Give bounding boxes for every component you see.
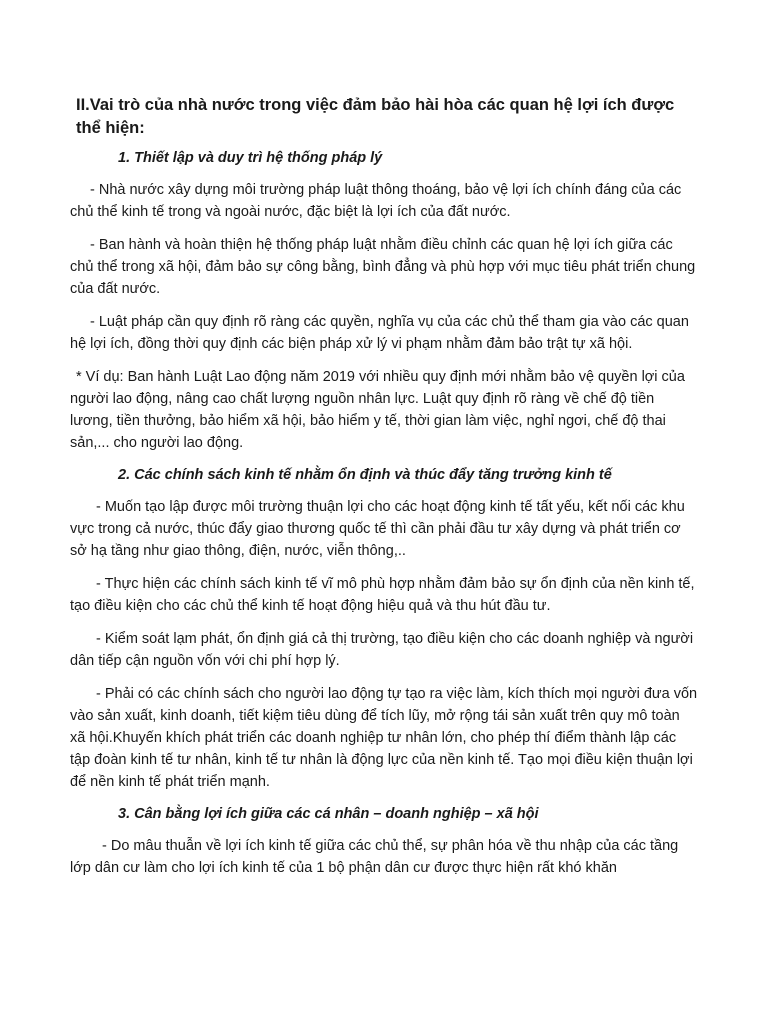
paragraph: - Phải có các chính sách cho người lao động tự tạo ra việc làm, kích thích mọi người đưa vốn vào sản xuất, kinh doanh, tiết kiệm tiêu dùng để tích lũy, mở rộng tái sản xuất trên quy mô toàn xã hội.Khuyến khích phát triển các doanh nghiệp tư nhân lớn, cho phép thí điểm thành lập các tập đoàn kinh tế tư nhân, kinh tế tư nhân là động lực của nền kinh tế. Tạo mọi điều kiện thuận lợi để nền kinh tế phát triển mạnh. [70,686,698,790]
paragraph: - Do mâu thuẫn về lợi ích kinh tế giữa các chủ thể, sự phân hóa về thu nhập của các tầng lớp dân cư làm cho lợi ích kinh tế của 1 bộ phận dân cư được thực hiện rất khó khăn [70,838,679,876]
section-title: II.Vai trò của nhà nước trong việc đảm bảo hài hòa các quan hệ lợi ích được thể hiện: [76,96,675,137]
paragraph: - Thực hiện các chính sách kinh tế vĩ mô phù hợp nhằm đảm bảo sự ổn định của nền kinh tế, tạo điều kiện cho các chủ thể kinh tế hoạt động hiệu quả và thu hút đầu tư. [70,576,695,614]
paragraph: - Kiểm soát lạm phát, ổn định giá cả thị trường, tạo điều kiện cho các doanh nghiệp và người dân tiếp cận nguồn vốn với chi phí hợp lý. [70,631,694,669]
heading-legal-system: 1. Thiết lập và duy trì hệ thống pháp lý [118,150,383,166]
heading-balance-interests: 3. Cân bằng lợi ích giữa các cá nhân – doanh nghiệp – xã hội [118,806,539,822]
paragraph: - Luật pháp cần quy định rõ ràng các quyền, nghĩa vụ của các chủ thể tham gia vào các quan hệ lợi ích, đồng thời quy định các biện pháp xử lý vi phạm nhằm đảm bảo trật tự xã hội. [70,314,689,352]
paragraph: - Nhà nước xây dựng môi trường pháp luật thông thoáng, bảo vệ lợi ích chính đáng của các chủ thể kinh tế trong và ngoài nước, đặc biệt là lợi ích của đất nước. [70,182,682,220]
heading-economic-policy: 2. Các chính sách kinh tế nhằm ổn định và thúc đẩy tăng trưởng kinh tế [118,467,612,483]
paragraph: - Ban hành và hoàn thiện hệ thống pháp luật nhằm điều chỉnh các quan hệ lợi ích giữa các chủ thể trong xã hội, đảm bảo sự công bằng, bình đẳng và phù hợp với mục tiêu phát triển chung của đất nước. [70,237,696,297]
paragraph: - Muốn tạo lập được môi trường thuận lợi cho các hoạt động kinh tế tất yếu, kết nối các khu vực trong cả nước, thúc đẩy giao thương quốc tế thì cần phải đầu tư xây dựng và phát triển cơ sở hạ tầng như giao thông, điện, nước, viễn thông,.. [70,499,685,559]
example-paragraph: * Ví dụ: Ban hành Luật Lao động năm 2019 với nhiều quy định mới nhằm bảo vệ quyền lợi của người lao động, nâng cao chất lượng nguồn nhân lực. Luật quy định rõ ràng về chế độ tiền lương, tiền thưởng, bảo hiểm xã hội, bảo hiểm y tế, thời gian làm việc, nghỉ ngơi, chế độ thai sản,... cho người lao động. [70,369,685,451]
